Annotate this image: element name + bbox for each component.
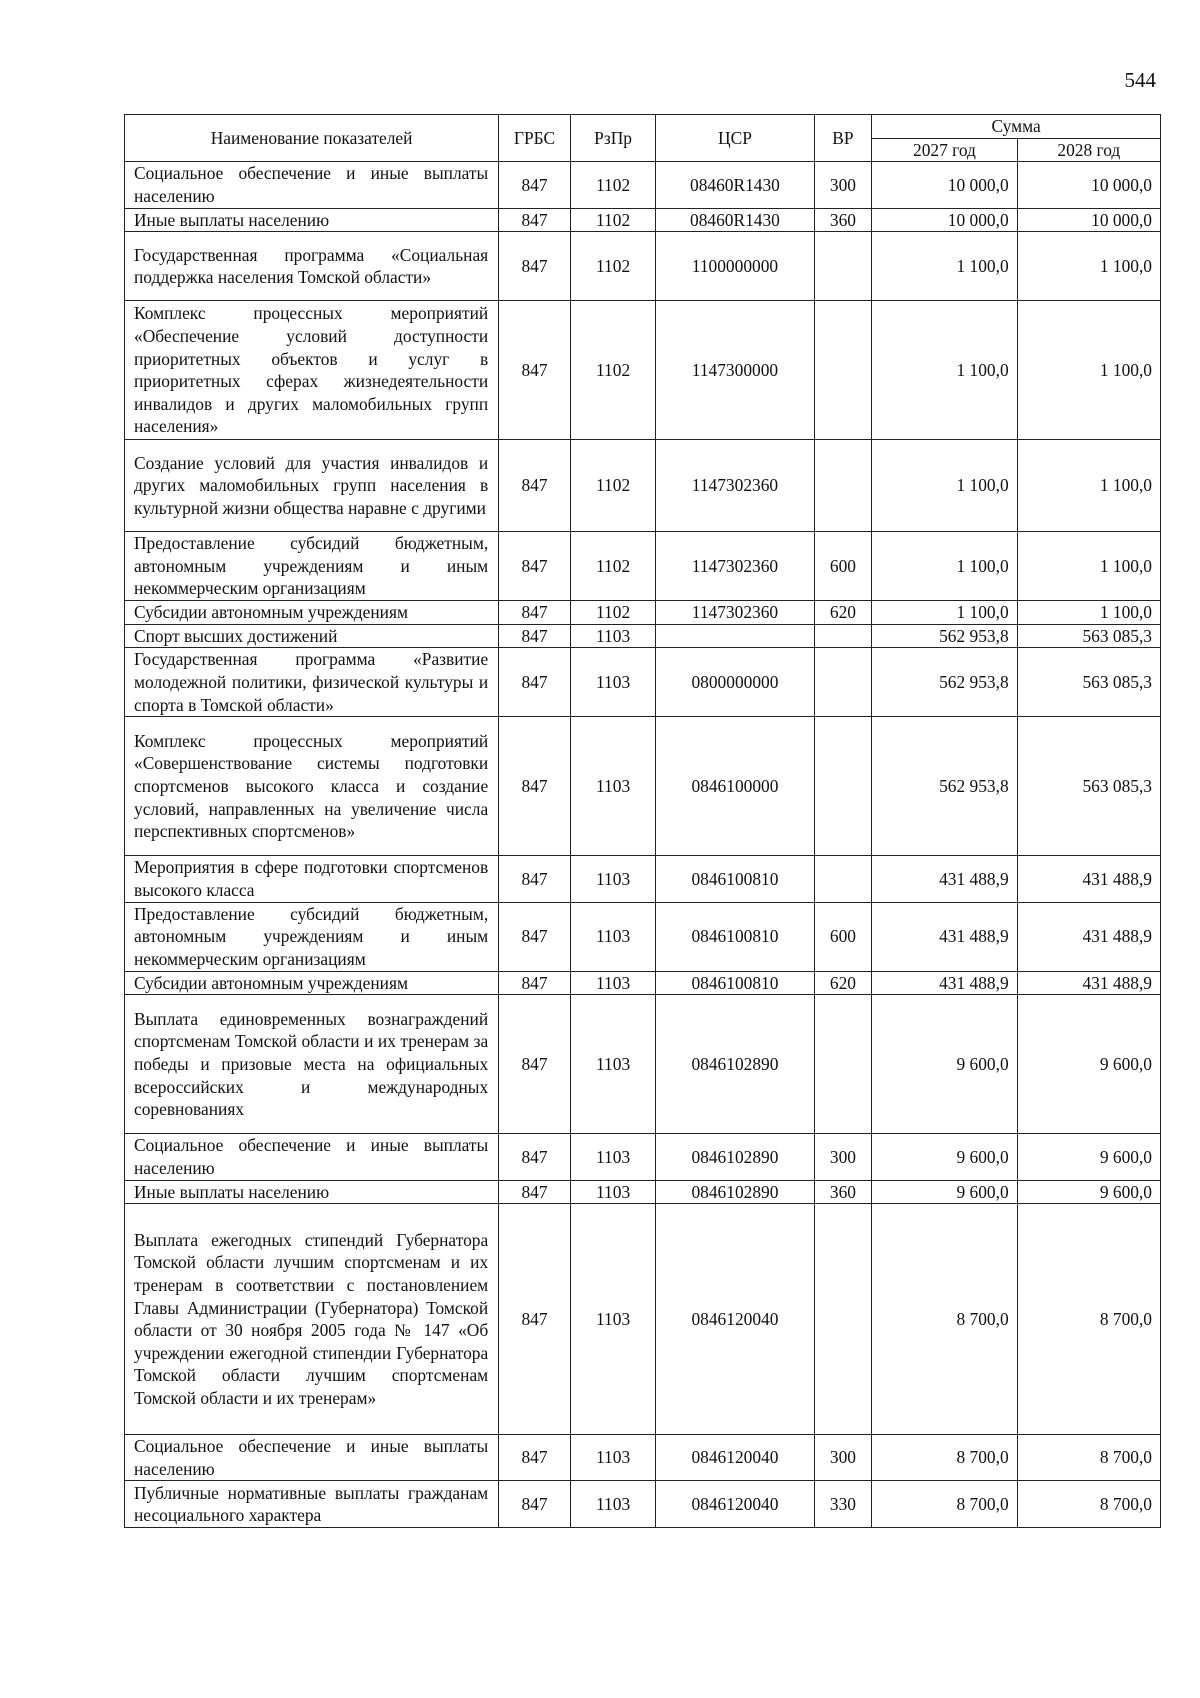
- rzpr-cell: 1103: [570, 1204, 656, 1435]
- header-sum: Сумма: [872, 115, 1161, 139]
- csr-cell: 0846120040: [656, 1204, 814, 1435]
- sum-2028-cell: 8 700,0: [1017, 1481, 1160, 1528]
- table-row: [125, 995, 1161, 1134]
- csr-cell: 0846100000: [656, 717, 814, 856]
- header-grbs: ГРБС: [499, 115, 571, 162]
- header-rzpr: РзПр: [570, 115, 656, 162]
- rzpr-cell: 1102: [570, 532, 656, 601]
- sum-2027-cell: 1 100,0: [872, 532, 1017, 601]
- rzpr-cell: 1103: [570, 1180, 656, 1204]
- sum-2028-cell: 1 100,0: [1017, 532, 1160, 601]
- vr-cell: [814, 648, 872, 717]
- indicator-name-cell: Комплекс процессных мероприятий «Совершенствование системы подготовки спортсменов высокого класса и создание условий, направленных на увеличение числа перспективных спортсменов»: [125, 717, 499, 856]
- vr-cell: [814, 995, 872, 1134]
- sum-2028-cell: 563 085,3: [1017, 624, 1160, 648]
- vr-cell: [814, 1204, 872, 1435]
- sum-2027-cell: 562 953,8: [872, 717, 1017, 856]
- indicator-name-cell: Предоставление субсидий бюджетным, автономным учреждениям и иным некоммерческим организациям: [125, 532, 499, 601]
- csr-cell: 0846100810: [656, 971, 814, 995]
- table-row: [125, 624, 1161, 648]
- rzpr-cell: 1102: [570, 301, 656, 440]
- table-row: [125, 971, 1161, 995]
- indicator-name-cell: Социальное обеспечение и иные выплаты населению: [125, 1134, 499, 1180]
- grbs-cell: 847: [499, 624, 571, 648]
- rzpr-cell: 1103: [570, 902, 656, 971]
- sum-2028-cell: 9 600,0: [1017, 995, 1160, 1134]
- rzpr-cell: 1103: [570, 1134, 656, 1180]
- vr-cell: [814, 232, 872, 301]
- rzpr-cell: 1103: [570, 995, 656, 1134]
- sum-2028-cell: 1 100,0: [1017, 440, 1160, 532]
- sum-2027-cell: 8 700,0: [872, 1204, 1017, 1435]
- header-csr: ЦСР: [656, 115, 814, 162]
- indicator-name-cell: Социальное обеспечение и иные выплаты населению: [125, 1435, 499, 1481]
- budget-table: [124, 114, 1161, 1528]
- grbs-cell: 847: [499, 1204, 571, 1435]
- grbs-cell: 847: [499, 971, 571, 995]
- rzpr-cell: 1103: [570, 971, 656, 995]
- sum-2028-cell: 431 488,9: [1017, 856, 1160, 902]
- indicator-name-cell: Выплата ежегодных стипендий Губернатора Томской области лучшим спортсменам и их тренерам в соответствии с постановлением Главы Администрации (Губернатора) Томской области от 30 ноября 2005 года № 147 «Об учреждении ежегодной стипендии Губернатора Томской области лучшим спортсменам Томской области и их тренерам»: [125, 1204, 499, 1435]
- rzpr-cell: 1102: [570, 440, 656, 532]
- header-name: Наименование показателей: [125, 115, 499, 162]
- grbs-cell: 847: [499, 648, 571, 717]
- sum-2028-cell: 8 700,0: [1017, 1435, 1160, 1481]
- vr-cell: [814, 440, 872, 532]
- grbs-cell: 847: [499, 717, 571, 856]
- rzpr-cell: 1103: [570, 648, 656, 717]
- table-row: [125, 532, 1161, 601]
- vr-cell: 360: [814, 1180, 872, 1204]
- indicator-name-cell: Иные выплаты населению: [125, 208, 499, 232]
- csr-cell: 1147302360: [656, 532, 814, 601]
- grbs-cell: 847: [499, 301, 571, 440]
- sum-2027-cell: 9 600,0: [872, 1134, 1017, 1180]
- sum-2027-cell: 1 100,0: [872, 301, 1017, 440]
- vr-cell: [814, 624, 872, 648]
- sum-2028-cell: 8 700,0: [1017, 1204, 1160, 1435]
- table-row: [125, 902, 1161, 971]
- table-row: [125, 162, 1161, 208]
- csr-cell: 0846102890: [656, 1180, 814, 1204]
- sum-2027-cell: 431 488,9: [872, 856, 1017, 902]
- csr-cell: 0846102890: [656, 1134, 814, 1180]
- sum-2027-cell: 1 100,0: [872, 440, 1017, 532]
- vr-cell: [814, 301, 872, 440]
- indicator-name-cell: Публичные нормативные выплаты гражданам несоциального характера: [125, 1481, 499, 1528]
- grbs-cell: 847: [499, 232, 571, 301]
- page-number: 544: [1124, 68, 1156, 92]
- sum-2028-cell: 563 085,3: [1017, 717, 1160, 856]
- grbs-cell: 847: [499, 1481, 571, 1528]
- sum-2028-cell: 431 488,9: [1017, 971, 1160, 995]
- rzpr-cell: 1103: [570, 856, 656, 902]
- vr-cell: 620: [814, 601, 872, 625]
- grbs-cell: 847: [499, 995, 571, 1134]
- sum-2027-cell: 1 100,0: [872, 232, 1017, 301]
- sum-2027-cell: 431 488,9: [872, 971, 1017, 995]
- rzpr-cell: 1102: [570, 232, 656, 301]
- header-year-2028: 2028 год: [1017, 138, 1160, 162]
- indicator-name-cell: Социальное обеспечение и иные выплаты населению: [125, 162, 499, 208]
- vr-cell: [814, 717, 872, 856]
- sum-2027-cell: 8 700,0: [872, 1481, 1017, 1528]
- table-row: [125, 440, 1161, 532]
- csr-cell: 1147302360: [656, 440, 814, 532]
- sum-2028-cell: 9 600,0: [1017, 1180, 1160, 1204]
- sum-2028-cell: 9 600,0: [1017, 1134, 1160, 1180]
- sum-2028-cell: 1 100,0: [1017, 301, 1160, 440]
- sum-2028-cell: 1 100,0: [1017, 601, 1160, 625]
- csr-cell: 0846100810: [656, 902, 814, 971]
- sum-2027-cell: 1 100,0: [872, 601, 1017, 625]
- table-row: [125, 1134, 1161, 1180]
- rzpr-cell: 1102: [570, 208, 656, 232]
- rzpr-cell: 1103: [570, 1481, 656, 1528]
- vr-cell: 360: [814, 208, 872, 232]
- table-row: [125, 717, 1161, 856]
- csr-cell: 0846120040: [656, 1435, 814, 1481]
- sum-2027-cell: 9 600,0: [872, 1180, 1017, 1204]
- rzpr-cell: 1102: [570, 601, 656, 625]
- sum-2027-cell: 562 953,8: [872, 624, 1017, 648]
- csr-cell: 0846100810: [656, 856, 814, 902]
- indicator-name-cell: Комплекс процессных мероприятий «Обеспечение условий доступности приоритетных объектов и услуг в приоритетных сферах жизнедеятельности инвалидов и других маломобильных групп населения»: [125, 301, 499, 440]
- table-header: [125, 115, 1161, 162]
- sum-2027-cell: 8 700,0: [872, 1435, 1017, 1481]
- sum-2028-cell: 10 000,0: [1017, 162, 1160, 208]
- rzpr-cell: 1102: [570, 162, 656, 208]
- table-row: [125, 1435, 1161, 1481]
- sum-2028-cell: 431 488,9: [1017, 902, 1160, 971]
- sum-2027-cell: 9 600,0: [872, 995, 1017, 1134]
- vr-cell: 600: [814, 532, 872, 601]
- vr-cell: 620: [814, 971, 872, 995]
- csr-cell: 1100000000: [656, 232, 814, 301]
- sum-2027-cell: 10 000,0: [872, 208, 1017, 232]
- vr-cell: [814, 856, 872, 902]
- indicator-name-cell: Создание условий для участия инвалидов и других маломобильных групп населения в культурной жизни общества наравне с другими: [125, 440, 499, 532]
- header-vr: ВР: [814, 115, 872, 162]
- grbs-cell: 847: [499, 1435, 571, 1481]
- table-row: [125, 1204, 1161, 1435]
- table-body: [125, 162, 1161, 1528]
- indicator-name-cell: Спорт высших достижений: [125, 624, 499, 648]
- csr-cell: 1147300000: [656, 301, 814, 440]
- grbs-cell: 847: [499, 902, 571, 971]
- sum-2027-cell: 431 488,9: [872, 902, 1017, 971]
- rzpr-cell: 1103: [570, 624, 656, 648]
- sum-2028-cell: 563 085,3: [1017, 648, 1160, 717]
- table-row: [125, 1180, 1161, 1204]
- vr-cell: 330: [814, 1481, 872, 1528]
- grbs-cell: 847: [499, 440, 571, 532]
- csr-cell: [656, 624, 814, 648]
- grbs-cell: 847: [499, 601, 571, 625]
- vr-cell: 600: [814, 902, 872, 971]
- table-row: [125, 856, 1161, 902]
- grbs-cell: 847: [499, 1180, 571, 1204]
- rzpr-cell: 1103: [570, 717, 656, 856]
- indicator-name-cell: Выплата единовременных вознаграждений спортсменам Томской области и их тренерам за победы и призовые места на официальных всероссийских и международных соревнованиях: [125, 995, 499, 1134]
- table-row: [125, 301, 1161, 440]
- table-row: [125, 1481, 1161, 1528]
- grbs-cell: 847: [499, 532, 571, 601]
- sum-2028-cell: 10 000,0: [1017, 208, 1160, 232]
- csr-cell: 0846120040: [656, 1481, 814, 1528]
- indicator-name-cell: Иные выплаты населению: [125, 1180, 499, 1204]
- sum-2027-cell: 562 953,8: [872, 648, 1017, 717]
- sum-2027-cell: 10 000,0: [872, 162, 1017, 208]
- vr-cell: 300: [814, 1435, 872, 1481]
- indicator-name-cell: Государственная программа «Развитие молодежной политики, физической культуры и спорта в Томской области»: [125, 648, 499, 717]
- table-row: [125, 601, 1161, 625]
- grbs-cell: 847: [499, 208, 571, 232]
- table-row: [125, 648, 1161, 717]
- header-year-2027: 2027 год: [872, 138, 1017, 162]
- csr-cell: 08460R1430: [656, 162, 814, 208]
- vr-cell: 300: [814, 1134, 872, 1180]
- indicator-name-cell: Предоставление субсидий бюджетным, автономным учреждениям и иным некоммерческим организациям: [125, 902, 499, 971]
- grbs-cell: 847: [499, 856, 571, 902]
- vr-cell: 300: [814, 162, 872, 208]
- table-row: [125, 232, 1161, 301]
- csr-cell: 1147302360: [656, 601, 814, 625]
- csr-cell: 0800000000: [656, 648, 814, 717]
- grbs-cell: 847: [499, 1134, 571, 1180]
- rzpr-cell: 1103: [570, 1435, 656, 1481]
- indicator-name-cell: Субсидии автономным учреждениям: [125, 971, 499, 995]
- indicator-name-cell: Государственная программа «Социальная поддержка населения Томской области»: [125, 232, 499, 301]
- indicator-name-cell: Субсидии автономным учреждениям: [125, 601, 499, 625]
- indicator-name-cell: Мероприятия в сфере подготовки спортсменов высокого класса: [125, 856, 499, 902]
- csr-cell: 0846102890: [656, 995, 814, 1134]
- csr-cell: 08460R1430: [656, 208, 814, 232]
- table-row: [125, 208, 1161, 232]
- grbs-cell: 847: [499, 162, 571, 208]
- sum-2028-cell: 1 100,0: [1017, 232, 1160, 301]
